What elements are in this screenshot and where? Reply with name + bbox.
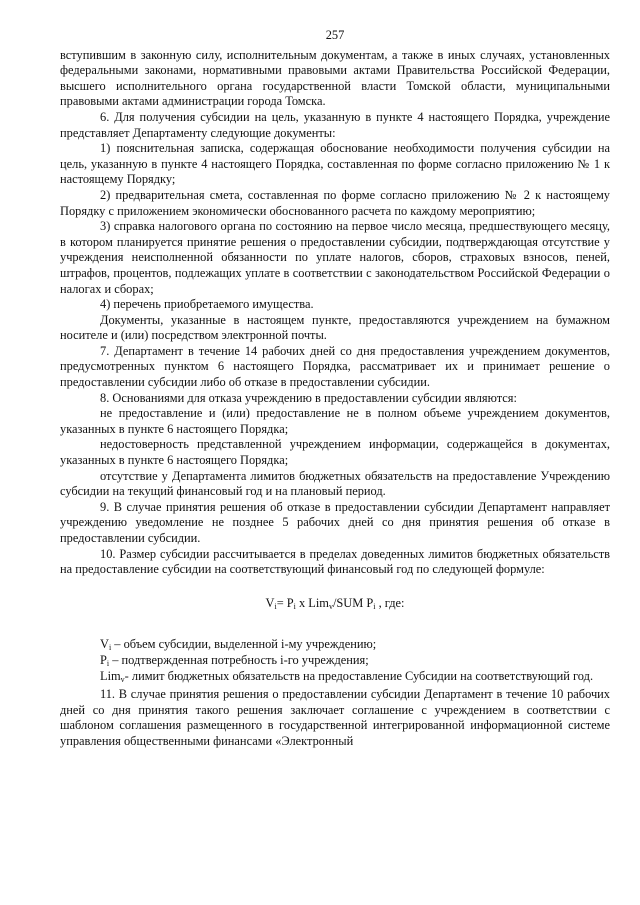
paragraph-documents-note: Документы, указанные в настоящем пункте, предоставляются учреждением на бумажном носителе и (или) посредством электронной почты. (60, 312, 610, 343)
definition-pi-symbol: P (100, 652, 107, 667)
paragraph-list-4: 4) перечень приобретаемого имущества. (100, 297, 314, 312)
definition-lim-text: - лимит бюджетных обязательств на предоставление Субсидии на соответствующий год. (124, 668, 594, 683)
definition-lim (60, 669, 610, 685)
definition-pi-sub: i (106, 658, 110, 668)
paragraph-item-9: 9. В случае принятия решения об отказе в предоставлении субсидии Департамент направляет учреждению уведомление не позднее 5 рабочих дней со дня принятия решения об отказе в предоставлении субсидии. (60, 499, 610, 545)
definition-vi (60, 637, 610, 653)
formula-tail: , где: (375, 595, 405, 610)
paragraph-refusal-3: отсутствие у Департамента лимитов бюджетных обязательств на предоставление Учреждению субсидии на текущий финансовый год и на плановый период. (60, 468, 610, 499)
definition-pi (60, 653, 610, 669)
paragraph-refusal-1: не предоставление и (или) предоставление не в полном объеме учреждением документов, указанных в пункте 6 настоящего Порядка; (60, 406, 610, 436)
page-number: 257 (325, 28, 345, 42)
paragraph-list-3: 3) справка налогового органа по состоянию на первое число месяца, предшествующего месяцу, в котором планируется принятие решения о предоставлении субсидии, подтверждающая отсутствие у учреждения неисполненной обязанности по уплате налогов, сборов, страховых взносов, пеней, штрафов, процентов, подлежащих уплате в соответствии с законодательством Российской Федерации о налогах и сборах; (60, 219, 610, 296)
definition-vi-text: – объем субсидии, выделенной i-му учреждению; (111, 637, 377, 652)
definition-pi-text: – подтвержденная потребность i-го учреждения; (109, 652, 369, 667)
paragraph-item-10: 10. Размер субсидии рассчитывается в пределах доведенных лимитов бюджетных обязательств на предоставление субсидии на соответствующий финансовый год по следующей формуле: (60, 546, 610, 577)
paragraph-item-11: 11. В случае принятия решения о предоставлении субсидии Департамент в течение 10 рабочих дней со дня принятия такого решения заключает соглашение с учреждением в соответствии с шаблоном соглашения размещенного в государственной интегрированной информационной системе управления общественными финансами «Электронный (60, 687, 610, 748)
formula-p-sub: i (293, 601, 296, 611)
paragraph-item-8: 8. Основаниями для отказа учреждению в предоставлении субсидии являются: (100, 390, 517, 405)
formula-mult-lim: x Lim (295, 595, 329, 610)
paragraph-item-6: 6. Для получения субсидии на цель, указанную в пункте 4 настоящего Порядка, учреждение представляет Департаменту следующие документы: (60, 109, 610, 140)
formula-lim-sub: v (328, 601, 333, 611)
paragraph-continuation: вступившим в законную силу, исполнительным документам, а также в иных случаях, установленных федеральными законами, нормативными правовыми актами Правительства Российской Федерации, высшего исполнительного органа государственной власти Томской области, муниципальными правовыми актами администрации города Томска. (60, 47, 610, 109)
formula-v: V (265, 595, 275, 610)
formula-v-sub: i (274, 601, 277, 611)
definition-vi-symbol: V (100, 637, 109, 652)
paragraph-item-7: 7. Департамент в течение 14 рабочих дней со дня предоставления учреждением документов, предусмотренных пунктом 6 настоящего Порядка, рассматривает их и принимает решение о предоставлении субсидии либо об отказе в предоставлении субсидии. (60, 343, 610, 390)
subsidy-formula (60, 596, 610, 612)
definition-lim-symbol: Lim (100, 668, 121, 683)
formula-sum: /SUM P (332, 595, 374, 610)
paragraph-list-2: 2) предварительная смета, составленная по форме согласно приложению № 2 к настоящему Порядку с приложением экономически обоснованного расчета по каждому мероприятию; (60, 187, 610, 218)
formula-sum-sub: i (373, 601, 376, 611)
formula-eq-p: = P (276, 595, 294, 610)
paragraph-refusal-2: недостоверность представленной учреждением информации, содержащейся в документах, указанных в пункте 6 настоящего Порядка; (60, 437, 610, 468)
definition-lim-sub: v (120, 674, 125, 684)
paragraph-list-1: 1) пояснительная записка, содержащая обоснование необходимости получения субсидии на цель, указанную в пункте 4 настоящего Порядка, составленная по форме согласно приложению № 1 к настоящему Порядку; (60, 141, 610, 187)
definition-vi-sub: i (108, 643, 112, 653)
